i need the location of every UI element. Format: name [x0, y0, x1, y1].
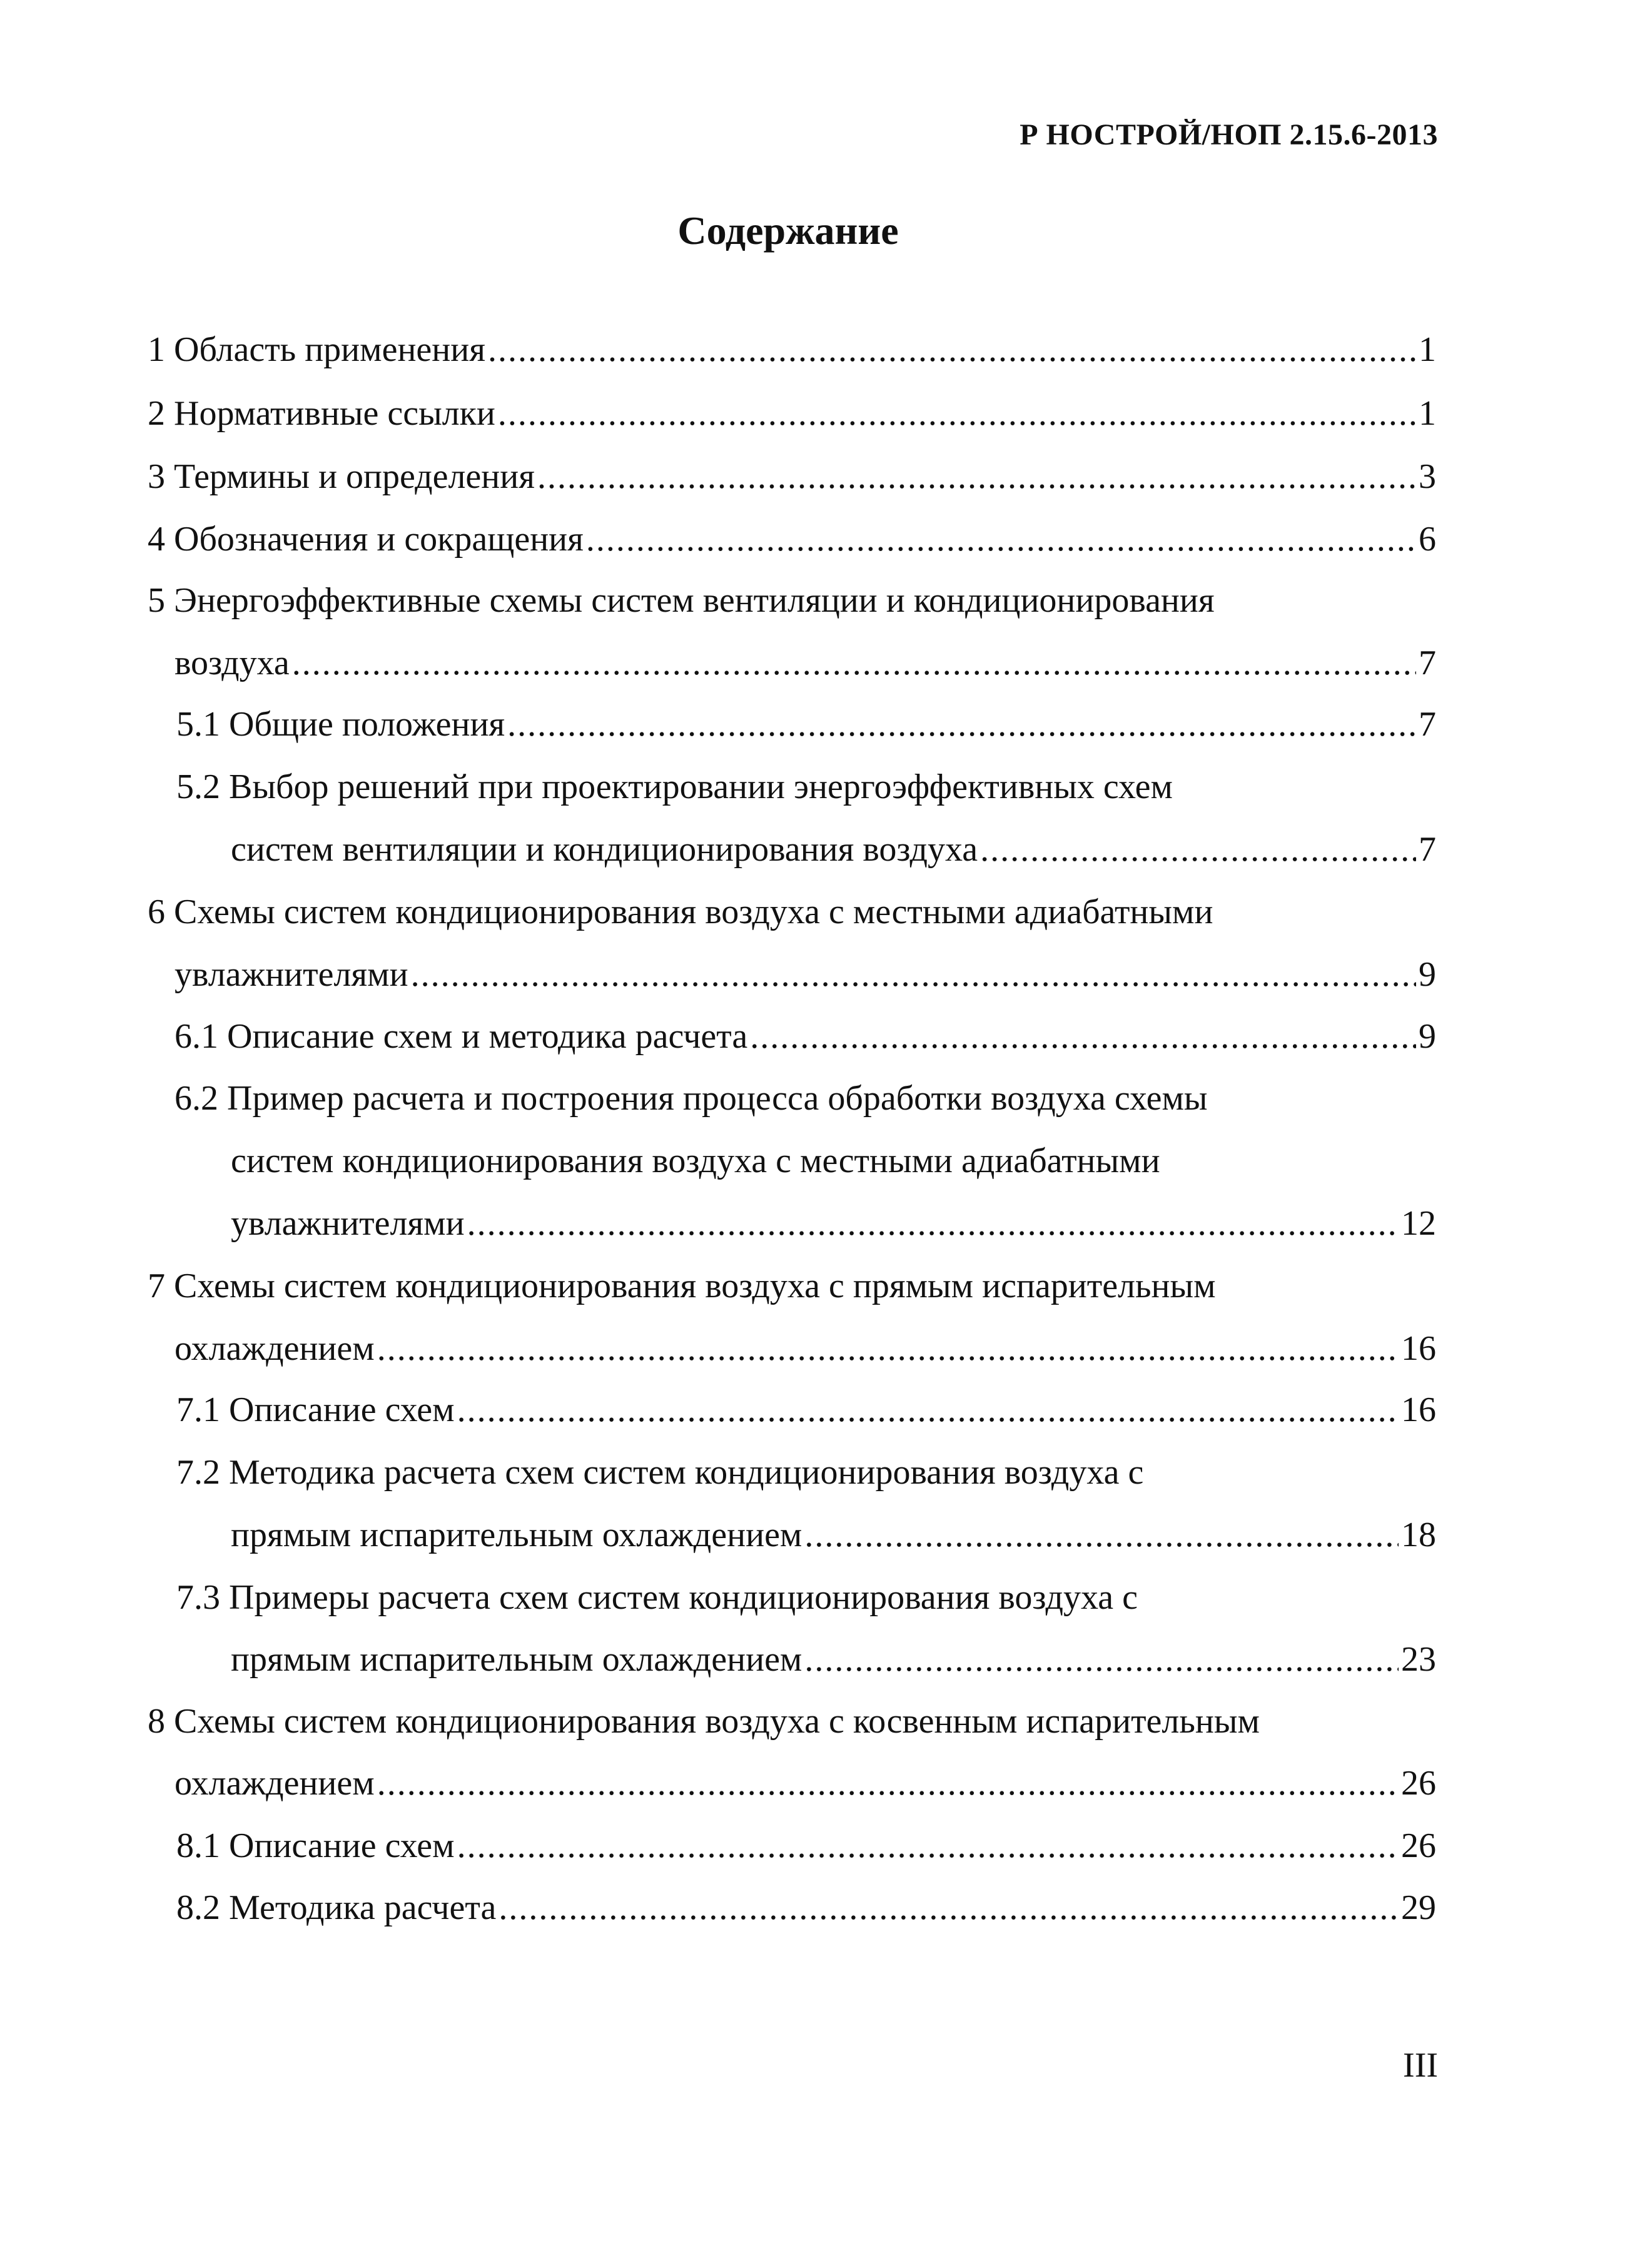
toc-entry-text: прямым испарительным охлаждением [231, 1516, 802, 1554]
page-number: III [1403, 2046, 1438, 2085]
toc-leader-dots [457, 1821, 1399, 1871]
toc-entry-text: 8 Схемы систем кондиционирования воздуха с косвенным испарительным [148, 1702, 1260, 1741]
toc-entry [175, 638, 1436, 688]
toc-entry-page: 16 [1401, 1390, 1436, 1429]
toc-title: Содержание [677, 208, 899, 253]
toc-leader-dots [488, 325, 1416, 375]
toc-leader-dots [499, 1883, 1399, 1933]
toc-entry [175, 1073, 1208, 1123]
toc-leader-dots [498, 388, 1416, 438]
toc-entry-text: охлаждением [175, 1329, 375, 1368]
toc-entry-page: 7 [1419, 830, 1436, 869]
toc-entry [148, 1261, 1216, 1311]
toc-entry-text: систем вентиляции и кондиционирования воздуха [231, 830, 978, 869]
toc-entry-page: 7 [1419, 705, 1436, 744]
toc-entry-text: 5.2 Выбор решений при проектировании энергоэффективных схем [176, 767, 1173, 806]
toc-leader-dots [980, 824, 1416, 874]
toc-entry [175, 1324, 1436, 1374]
toc-entry-text: 6 Схемы систем кондиционирования воздуха с местными адиабатными [148, 893, 1213, 931]
toc-entry-page: 9 [1419, 955, 1436, 994]
toc-leader-dots [750, 1011, 1416, 1061]
toc-entry-page: 18 [1401, 1516, 1436, 1554]
toc-entry-text: 2 Нормативные ссылки [148, 394, 495, 433]
toc-leader-dots [377, 1324, 1399, 1374]
toc-entry [148, 887, 1213, 937]
toc-entry-text: 4 Обозначения и сокращения [148, 520, 584, 559]
toc-entry [176, 1883, 1436, 1933]
toc-entry [148, 452, 1436, 502]
toc-entry-page: 23 [1401, 1640, 1436, 1679]
toc-leader-dots [586, 514, 1416, 564]
toc-entry [175, 1758, 1436, 1808]
toc-entry [148, 1696, 1260, 1746]
toc-entry [176, 1447, 1143, 1497]
toc-entry-text: увлажнителями [175, 955, 408, 994]
toc-entry-text: 7.1 Описание схем [176, 1390, 455, 1429]
toc-entry-text: 5.1 Общие положения [176, 705, 505, 744]
toc-leader-dots [804, 1634, 1399, 1684]
toc-entry-page: 9 [1419, 1017, 1436, 1056]
toc-entry [175, 949, 1436, 1000]
toc-entry-text: 8.2 Методика расчета [176, 1888, 497, 1927]
toc-entry-text: 5 Энергоэффективные схемы систем вентиляции и кондиционирования [148, 581, 1215, 620]
toc-entry-text: 8.1 Описание схем [176, 1826, 455, 1865]
toc-entry [231, 1634, 1436, 1684]
toc-entry-text: 7 Схемы систем кондиционирования воздуха с прямым испарительным [148, 1267, 1216, 1305]
toc-entry-page: 1 [1419, 394, 1436, 433]
toc-entry [176, 1572, 1138, 1623]
toc-entry [231, 1198, 1436, 1248]
toc-entry-page: 26 [1401, 1764, 1436, 1803]
toc-entry-page: 7 [1419, 644, 1436, 682]
toc-entry-page: 26 [1401, 1826, 1436, 1865]
toc-leader-dots [804, 1510, 1399, 1560]
toc-leader-dots [507, 699, 1416, 749]
toc-entry [148, 388, 1436, 438]
toc-entry-page: 16 [1401, 1329, 1436, 1368]
toc-entry-page: 1 [1419, 330, 1436, 369]
toc-entry-page: 12 [1401, 1204, 1436, 1243]
toc-entry [231, 824, 1436, 874]
toc-entry [148, 325, 1436, 375]
toc-leader-dots [457, 1385, 1399, 1435]
toc-leader-dots [411, 949, 1416, 1000]
toc-leader-dots [377, 1758, 1399, 1808]
toc-entry [176, 762, 1173, 812]
toc-entry [231, 1510, 1436, 1560]
toc-entry [148, 514, 1436, 564]
toc-entry [175, 1011, 1436, 1061]
toc-entry-page: 29 [1401, 1888, 1436, 1927]
toc-entry [176, 1385, 1436, 1435]
document-code: Р НОСТРОЙ/НОП 2.15.6-2013 [1020, 118, 1438, 151]
toc-entry-text: 3 Термины и определения [148, 457, 535, 496]
toc-entry [176, 1821, 1436, 1871]
toc-entry-text: 6.1 Описание схем и методика расчета [175, 1017, 748, 1056]
toc-entry-text: 6.2 Пример расчета и построения процесса обработки воздуха схемы [175, 1079, 1208, 1118]
toc-entry-page: 3 [1419, 457, 1436, 496]
toc-entry-text: 1 Область применения [148, 330, 485, 369]
toc-entry [176, 699, 1436, 749]
toc-entry-text: 7.3 Примеры расчета схем систем кондиционирования воздуха с [176, 1578, 1138, 1617]
toc-entry-text: 7.2 Методика расчета схем систем кондиционирования воздуха с [176, 1453, 1144, 1492]
toc-entry-text: увлажнителями [231, 1204, 465, 1243]
toc-leader-dots [467, 1198, 1399, 1248]
toc-leader-dots [292, 638, 1416, 688]
toc-entry-text: охлаждением [175, 1764, 375, 1803]
toc-leader-dots [537, 452, 1416, 502]
toc-entry-page: 6 [1419, 520, 1436, 559]
toc-entry [148, 575, 1215, 625]
toc-entry-text: прямым испарительным охлаждением [231, 1640, 802, 1679]
toc-entry-text: систем кондиционирования воздуха с местными адиабатными [231, 1142, 1160, 1180]
toc-entry-text: воздуха [175, 644, 290, 682]
toc-entry [231, 1136, 1160, 1186]
